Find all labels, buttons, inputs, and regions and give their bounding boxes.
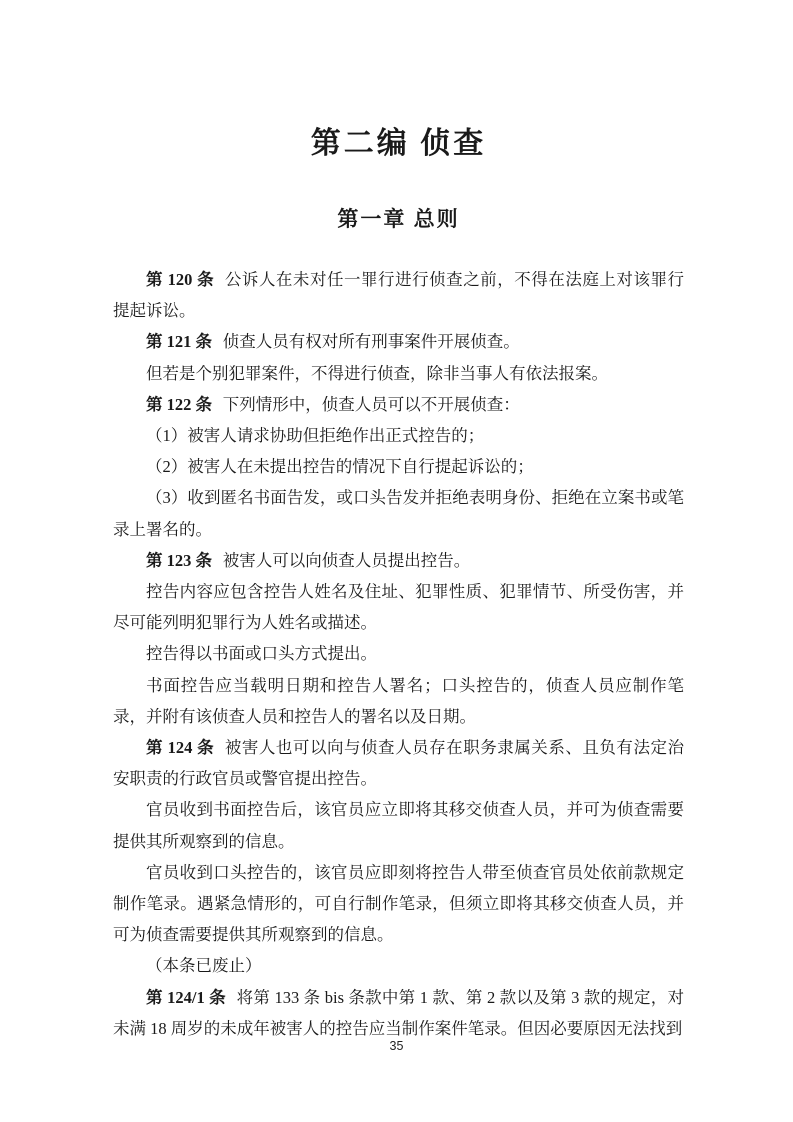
paragraph: [113, 358, 684, 389]
paragraph: [113, 264, 684, 326]
paragraph: [113, 670, 684, 732]
paragraph-text: 控告得以书面或口头方式提出。: [146, 644, 377, 664]
paragraph-text: 侦查人员有权对所有刑事案件开展侦查。: [222, 332, 520, 352]
article-number: 第 124 条: [146, 738, 215, 758]
paragraph: [113, 420, 684, 451]
paragraph: [113, 326, 684, 357]
part-title: 第二编 侦查: [310, 127, 487, 160]
paragraph: [113, 482, 684, 544]
paragraph-text: 但若是个别犯罪案件，不得进行侦查，除非当事人有依法报案。: [146, 363, 608, 383]
article-number: 第 123 条: [146, 550, 212, 570]
paragraph-text: （2）被害人在未提出控告的情况下自行提起诉讼的；: [146, 457, 534, 477]
paragraph-text: 公诉人在未对任一罪行进行侦查之前，不得在法庭上对该罪行提起诉讼。: [113, 270, 685, 321]
article-number: 第 124/1 条: [146, 987, 226, 1007]
paragraph: [113, 576, 684, 638]
paragraph-text: （3）收到匿名书面告发，或口头告发并拒绝表明身份、拒绝在立案书或笔录上署名的。: [113, 488, 684, 539]
article-number: 第 120 条: [146, 270, 215, 289]
paragraph-text: （本条已废止）: [146, 956, 262, 976]
paragraph-text: 书面控告应当载明日期和控告人署名；口头控告的，侦查人员应制作笔录，并附有该侦查人员和控告人的署名以及日期。: [113, 675, 684, 726]
paragraph: [113, 389, 684, 420]
body-paragraphs: [113, 264, 684, 1044]
paragraph-text: 官员收到口头控告的，该官员应即刻将控告人带至侦查官员处依前款规定制作笔录。遇紧急情形的，可自行制作笔录，但须立即将其移交侦查人员，并可为侦查需要提供其所观察到的信息。: [113, 862, 684, 945]
paragraph-text: （1）被害人请求协助但拒绝作出正式控告的；: [146, 426, 485, 446]
paragraph-text: 控告内容应包含控告人姓名及住址、犯罪性质、犯罪情节、所受伤害，并尽可能列明犯罪行为人姓名或描述。: [113, 582, 684, 633]
paragraph: [113, 451, 684, 482]
paragraph-text: 下列情形中，侦查人员可以不开展侦查：: [222, 394, 520, 414]
paragraph: [113, 982, 684, 1044]
paragraph-text: 官员收到书面控告后，该官员应立即将其移交侦查人员，并可为侦查需要提供其所观察到的信息。: [113, 800, 684, 851]
article-number: 第 122 条: [146, 394, 212, 414]
article-number: 第 121 条: [146, 332, 212, 352]
paragraph: [113, 638, 684, 669]
paragraph-text: 将第 133 条 bis 条款中第 1 款、第 2 款以及第 3 款的规定，对未满 18 周岁的未成年被害人的控告应当制作案件笔录。但因必要原因无法找到: [113, 987, 684, 1038]
page-number: 35: [389, 1039, 404, 1053]
paragraph: [113, 950, 684, 981]
paragraph: [113, 794, 684, 856]
chapter-title: 第一章 总则: [337, 207, 460, 231]
paragraph: [113, 857, 684, 951]
page-content: [113, 118, 684, 1044]
paragraph-text: 被害人可以向侦查人员提出控告。: [222, 550, 471, 570]
paragraph-text: 被害人也可以向与侦查人员存在职务隶属关系、且负有法定治安职责的行政官员或警官提出控告。: [113, 738, 685, 789]
paragraph: [113, 732, 684, 794]
paragraph: [113, 545, 684, 576]
